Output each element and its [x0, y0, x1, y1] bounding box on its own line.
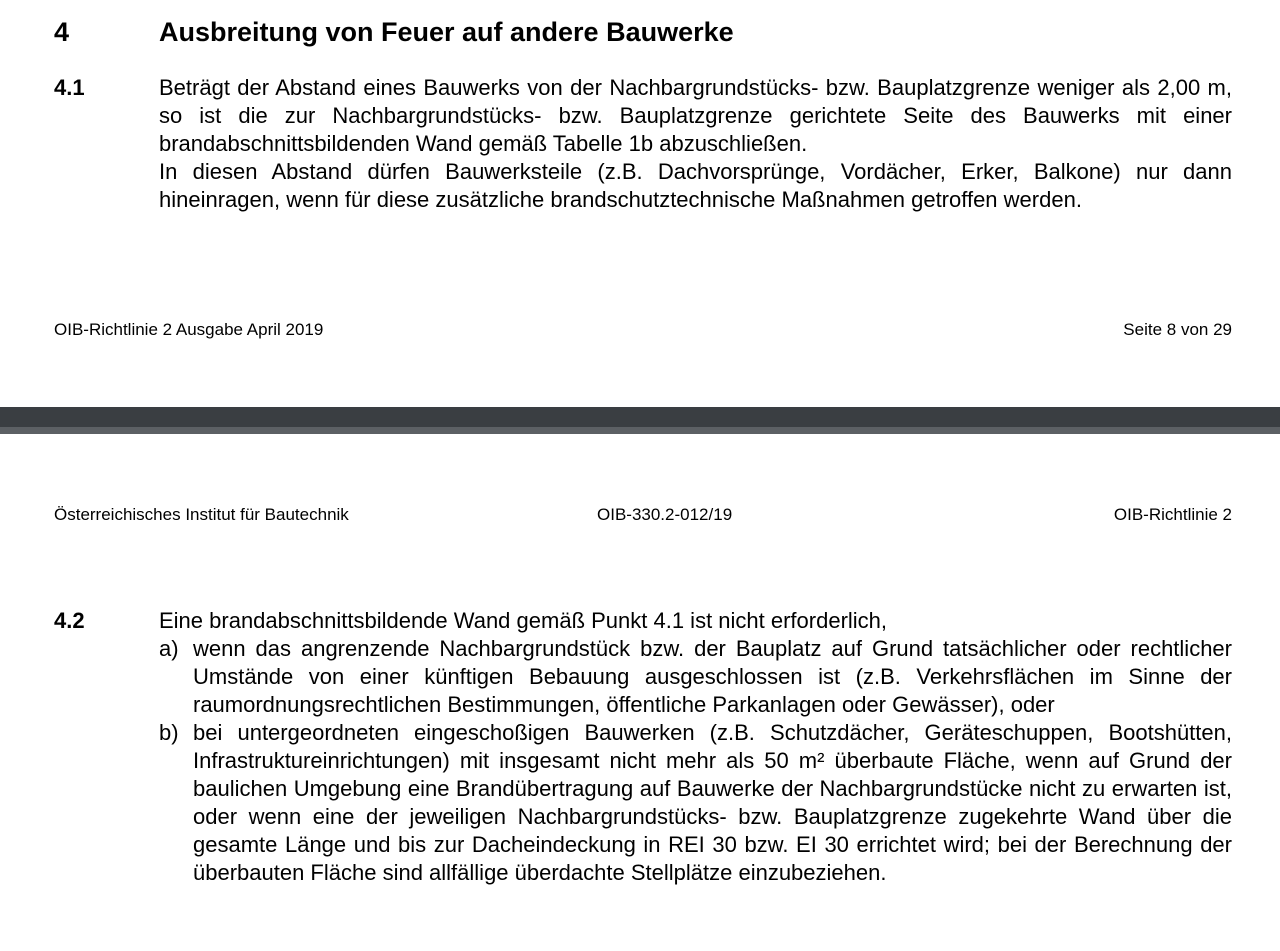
clause-body [159, 607, 1232, 887]
clause-paragraph: In diesen Abstand dürfen Bauwerksteile (z.B. Dachvorsprünge, Vordächer, Erker, Balkone) nur dann hineinragen, wenn für diese zusätzliche brandschutztechnische Maßnahmen getroffen werden. [159, 159, 1232, 212]
footer-page-number: Seite 8 von 29 [1123, 320, 1232, 339]
page-separator-edge [0, 427, 1280, 434]
section-number: 4 [54, 17, 70, 47]
list-item-text: bei untergeordneten eingeschoßigen Bauwerken (z.B. Schutzdächer, Geräteschuppen, Bootshütten, Infrastruktureinrichtungen) mit insgesamt nicht mehr als 50 m² überbaute Fläche, wenn auf Grund der baulichen Umgebung eine Brandübertragung auf Bauwerke der Nachbargrundstücke nicht zu erwarten ist, oder wenn eine der jeweiligen Nachbargrundstücks- bzw. Bauplatzgrenze zugekehrte Wand über die gesamte Länge und bis zur Dacheindeckung in REI 30 bzw. EI 30 errichtet wird; bei der Berechnung der überbauten Fläche sind allfällige überdachte Stellplätze einzubeziehen. [193, 720, 1232, 885]
clause-intro: Eine brandabschnittsbildende Wand gemäß Punkt 4.1 ist nicht erforderlich, [159, 608, 888, 633]
document-page-top [0, 0, 1280, 407]
clause-number: 4.2 [54, 608, 85, 633]
list-marker: a) [159, 636, 179, 661]
clause-number: 4.1 [54, 75, 85, 100]
page-header [54, 504, 1232, 526]
clause-body [159, 74, 1232, 214]
clause-paragraph: Beträgt der Abstand eines Bauwerks von der Nachbargrundstücks- bzw. Bauplatzgrenze weniger als 2,00 m, so ist die zur Nachbargrundstücks- bzw. Bauplatzgrenze gerichtete Seite des Bauwerks mit einer brandabschnittsbildenden Wand gemäß Tabelle 1b abzuschließen. [159, 75, 1232, 156]
list-item-a [159, 635, 1232, 719]
page-separator [0, 407, 1280, 434]
section-title: Ausbreitung von Feuer auf andere Bauwerke [159, 17, 734, 47]
clause-4-1 [54, 74, 1232, 214]
footer-document-edition: OIB-Richtlinie 2 Ausgabe April 2019 [54, 320, 324, 339]
list-item-b [159, 719, 1232, 887]
header-guideline: OIB-Richtlinie 2 [1113, 505, 1232, 524]
header-institute: Österreichisches Institut für Bautechnik [54, 505, 349, 524]
clause-4-2 [54, 607, 1232, 887]
list-item-text: wenn das angrenzende Nachbargrundstück bzw. der Bauplatz auf Grund tatsächlicher oder rechtlicher Umstände von einer künftigen Bebauung ausgeschlossen ist (z.B. Verkehrsflächen im Sinne der raumordnungsrechtlichen Bestimmungen, öffentliche Parkanlagen oder Gewässer), oder [193, 636, 1232, 717]
header-document-id: OIB-330.2-012/19 [597, 505, 733, 524]
document-page-bottom [0, 434, 1280, 951]
list-marker: b) [159, 720, 179, 745]
